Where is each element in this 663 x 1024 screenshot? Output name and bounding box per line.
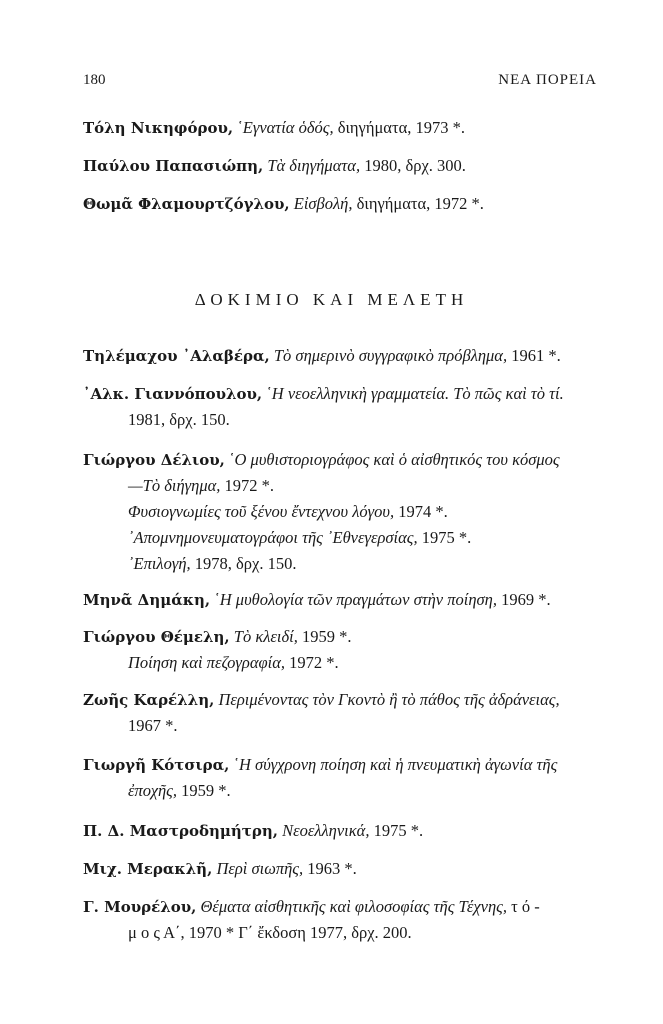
entry-title: Νεοελληνικά, <box>282 821 370 840</box>
entry-author: Μιχ. Μερακλῆ, <box>83 860 213 878</box>
entry-details: τ ό - <box>507 897 540 916</box>
entry-continuation <box>83 473 603 499</box>
entry-author: Ζωῆς Καρέλλη, <box>83 691 215 709</box>
entry-title: ῾Εγνατία ὁδός, <box>237 118 334 137</box>
entry-title: ῾Ο μυθιστοριογράφος καὶ ὁ αἰσθητικός του κόσμος <box>229 450 560 469</box>
entry-author: Παύλου Παπασιώπη, <box>83 157 264 175</box>
entry-details: 1972 *. <box>285 653 339 672</box>
entry-subtitle <box>83 650 603 676</box>
entry-details: διηγήματα, 1973 *. <box>333 118 465 137</box>
entry-details: 1975 *. <box>369 821 424 840</box>
bibliography-entry <box>83 894 603 946</box>
entry-details: διηγήματα, 1972 *. <box>352 194 484 213</box>
entry-author: Μηνᾶ Δημάκη, <box>83 591 211 609</box>
entry-title: Περὶ σιωπῆς, <box>216 859 304 878</box>
entry-continuation: 1967 *. <box>128 716 178 735</box>
entry-title: Περιμένοντας τὸν Γκοντὸ ἢ τὸ πάθος τῆς ἀδράνειας, <box>218 690 560 709</box>
entry-author: Τόλη Νικηφόρου, <box>83 119 234 137</box>
entry-title: Εἰσβολή, <box>293 194 353 213</box>
entry-author: Γιώργου Δέλιου, <box>83 451 225 469</box>
entry-details: 1974 *. <box>394 502 448 521</box>
entry-author: Γιωργῆ Κότσιρα, <box>83 756 230 774</box>
entry-title: Θέματα αἰσθητικῆς καὶ φιλοσοφίας τῆς Τέχνης, <box>200 897 507 916</box>
entry-details: 1975 *. <box>417 528 472 547</box>
entry-subtitle <box>83 499 603 525</box>
bibliography-entry <box>83 587 603 613</box>
bibliography-entry <box>83 752 603 804</box>
entry-details: 1959 *. <box>297 627 352 646</box>
entry-continuation: 1981, δρχ. 150. <box>128 410 230 429</box>
page-number: 180 <box>83 72 106 88</box>
entry-continuation: μ ο ς Α΄, 1970 * Γ΄ ἔκδοση 1977, δρχ. 200. <box>128 923 412 942</box>
entry-details: 1961 *. <box>507 346 561 365</box>
bibliography-entry <box>83 687 603 739</box>
entry-title: Τὰ διηγήματα, <box>267 156 361 175</box>
entry-title: ῾Η μυθολογία τῶν πραγμάτων στὴν ποίηση, <box>214 590 497 609</box>
entry-author: Γ. Μουρέλου, <box>83 898 197 916</box>
entry-details: 1963 *. <box>303 859 357 878</box>
bibliography-entry <box>83 381 603 433</box>
entry-title: Τὸ κλειδί, <box>233 627 298 646</box>
entry-author: Π. Δ. Μαστροδημήτρη, <box>83 822 278 840</box>
bibliography-entry <box>83 856 603 882</box>
bibliography-entry <box>83 343 603 369</box>
entry-details: 1978, δρχ. 150. <box>190 554 297 573</box>
entry-details: 1980, δρχ. 300. <box>360 156 466 175</box>
entry-details: 1972 *. <box>220 476 275 495</box>
entry-author: ᾿Αλκ. Γιαννόπουλου, <box>83 385 263 403</box>
entry-author: Γιώργου Θέμελη, <box>83 628 230 646</box>
bibliography-entry <box>83 115 603 141</box>
entry-author: Τηλέμαχου ᾿Αλαβέρα, <box>83 347 270 365</box>
entry-title: ᾿Επιλογή, <box>128 554 191 573</box>
entry-author: Θωμᾶ Φλαμουρτζόγλου, <box>83 195 290 213</box>
entry-subtitle <box>83 525 603 551</box>
bibliography-entry <box>83 818 603 844</box>
section-heading: ΔΟΚΙΜΙΟ ΚΑΙ ΜΕΛΕΤΗ <box>194 290 469 309</box>
entry-title: ἐποχῆς, <box>128 781 177 800</box>
entry-title: Φυσιογνωμίες τοῦ ξένου ἔντεχνου λόγου, <box>128 502 395 521</box>
bibliography-entry <box>83 153 603 179</box>
entry-title: Τὸ σημερινὸ συγγραφικὸ πρόβλημα, <box>273 346 508 365</box>
entry-title: ῾Η σύγχρονη ποίηση καὶ ἡ πνευματικὴ ἀγωνία τῆς <box>233 755 558 774</box>
bibliography-entry <box>83 447 603 577</box>
entry-title: ᾿Απομνημονευματογράφοι τῆς ᾿Εθνεγερσίας, <box>128 528 418 547</box>
entry-continuation <box>83 778 603 804</box>
entry-title: ῾Η νεοελληνικὴ γραμματεία. Τὸ πῶς καὶ τὸ τί. <box>266 384 564 403</box>
entry-title: Ποίηση καὶ πεζογραφία, <box>128 653 286 672</box>
running-head: ΝΕΑ ΠΟΡΕΙΑ <box>498 72 597 88</box>
entry-details: 1959 *. <box>176 781 231 800</box>
entry-details: 1969 *. <box>496 590 551 609</box>
bibliography-entry <box>83 191 603 217</box>
entry-title: —Τὸ διήγημα, <box>128 476 221 495</box>
bibliography-entry <box>83 624 603 676</box>
entry-subtitle <box>83 551 603 577</box>
